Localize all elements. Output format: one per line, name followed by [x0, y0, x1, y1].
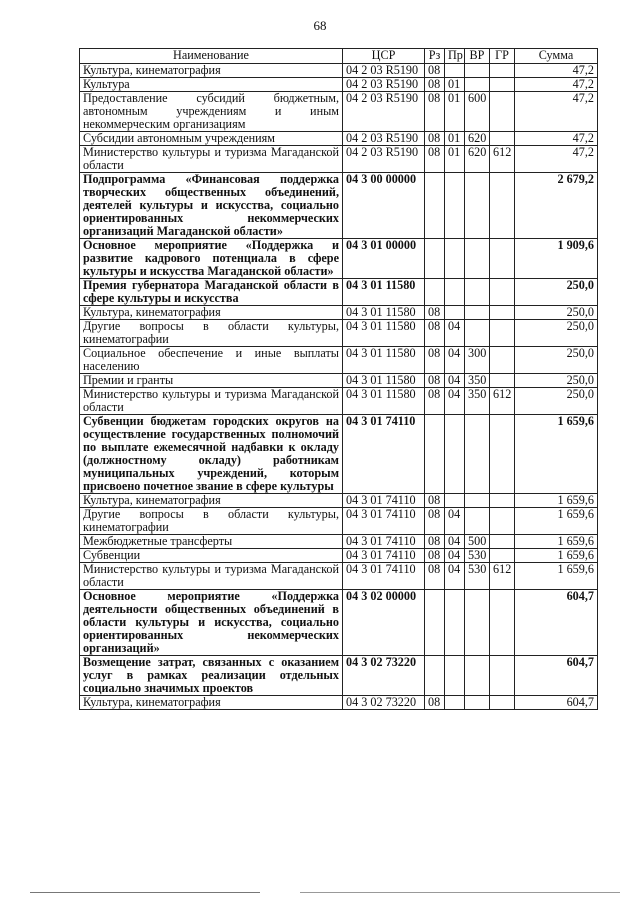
cell-gr: [490, 374, 515, 388]
cell-rz: 08: [425, 306, 445, 320]
table-row: [80, 173, 598, 239]
cell-rz: 08: [425, 388, 445, 415]
cell-gr: [490, 92, 515, 132]
cell-name: Субсидии автономным учреждениям: [80, 132, 343, 146]
cell-pr: 04: [445, 374, 465, 388]
cell-sum: 250,0: [515, 374, 598, 388]
cell-rz: 08: [425, 92, 445, 132]
cell-gr: [490, 535, 515, 549]
cell-rz: 08: [425, 549, 445, 563]
cell-vr: 300: [465, 347, 490, 374]
cell-sum: 1 909,6: [515, 239, 598, 279]
cell-sum: 47,2: [515, 92, 598, 132]
cell-rz: 08: [425, 696, 445, 710]
table-row: [80, 279, 598, 306]
table-row: [80, 535, 598, 549]
cell-sum: 1 659,6: [515, 549, 598, 563]
cell-name: Министерство культуры и туризма Магаданской области: [80, 146, 343, 173]
cell-gr: [490, 347, 515, 374]
header-vr: ВР: [465, 49, 490, 64]
cell-name: Культура, кинематография: [80, 306, 343, 320]
cell-gr: [490, 415, 515, 494]
cell-pr: [445, 696, 465, 710]
cell-pr: [445, 173, 465, 239]
cell-rz: 08: [425, 146, 445, 173]
cell-vr: 530: [465, 549, 490, 563]
cell-vr: [465, 78, 490, 92]
cell-name: Премия губернатора Магаданской области в сфере культуры и искусства: [80, 279, 343, 306]
table-row: [80, 239, 598, 279]
cell-rz: [425, 173, 445, 239]
cell-vr: [465, 306, 490, 320]
cell-gr: [490, 64, 515, 78]
cell-gr: [490, 549, 515, 563]
header-pr: Пр: [445, 49, 465, 64]
table-row: [80, 306, 598, 320]
cell-csr: 04 2 03 R5190: [343, 146, 425, 173]
cell-vr: 620: [465, 146, 490, 173]
header-csr: ЦСР: [343, 49, 425, 64]
cell-vr: [465, 279, 490, 306]
cell-gr: [490, 696, 515, 710]
cell-rz: [425, 279, 445, 306]
footer-divider-right: [300, 892, 620, 893]
cell-sum: 250,0: [515, 279, 598, 306]
cell-sum: 2 679,2: [515, 173, 598, 239]
cell-rz: 08: [425, 494, 445, 508]
cell-pr: [445, 590, 465, 656]
cell-vr: [465, 494, 490, 508]
cell-sum: 1 659,6: [515, 563, 598, 590]
cell-rz: [425, 415, 445, 494]
header-gr: ГР: [490, 49, 515, 64]
cell-name: Культура, кинематография: [80, 494, 343, 508]
table-row: [80, 494, 598, 508]
cell-sum: 47,2: [515, 146, 598, 173]
cell-csr: 04 3 01 74110: [343, 415, 425, 494]
cell-vr: 530: [465, 563, 490, 590]
cell-gr: 612: [490, 563, 515, 590]
cell-vr: 620: [465, 132, 490, 146]
cell-vr: [465, 64, 490, 78]
table-row: [80, 563, 598, 590]
cell-csr: 04 2 03 R5190: [343, 132, 425, 146]
table-row: [80, 64, 598, 78]
cell-gr: [490, 590, 515, 656]
cell-rz: 08: [425, 78, 445, 92]
cell-rz: 08: [425, 64, 445, 78]
cell-csr: 04 3 01 74110: [343, 535, 425, 549]
cell-pr: 04: [445, 347, 465, 374]
cell-vr: [465, 656, 490, 696]
cell-vr: [465, 508, 490, 535]
cell-sum: 1 659,6: [515, 535, 598, 549]
cell-csr: 04 3 01 11580: [343, 320, 425, 347]
cell-name: Министерство культуры и туризма Магаданской области: [80, 388, 343, 415]
cell-sum: 47,2: [515, 132, 598, 146]
table-row: [80, 508, 598, 535]
cell-rz: 08: [425, 563, 445, 590]
table-row: [80, 374, 598, 388]
cell-sum: 1 659,6: [515, 508, 598, 535]
cell-name: Подпрограмма «Финансовая поддержка творческих общественных объединений, деятелей культуры и искусства, социально ориентированных некоммерческих организаций Магаданской области»: [80, 173, 343, 239]
table-row: [80, 347, 598, 374]
cell-name: Социальное обеспечение и иные выплаты населению: [80, 347, 343, 374]
cell-vr: [465, 173, 490, 239]
table-row: [80, 388, 598, 415]
cell-pr: 01: [445, 92, 465, 132]
cell-gr: [490, 132, 515, 146]
cell-pr: 04: [445, 320, 465, 347]
budget-table: [79, 48, 598, 710]
cell-csr: 04 3 00 00000: [343, 173, 425, 239]
cell-sum: 1 659,6: [515, 494, 598, 508]
cell-pr: [445, 279, 465, 306]
cell-rz: 08: [425, 535, 445, 549]
table-row: [80, 656, 598, 696]
cell-csr: 04 3 01 11580: [343, 306, 425, 320]
cell-rz: 08: [425, 508, 445, 535]
cell-gr: [490, 239, 515, 279]
cell-pr: 04: [445, 388, 465, 415]
cell-csr: 04 3 01 74110: [343, 549, 425, 563]
cell-csr: 04 3 02 73220: [343, 696, 425, 710]
cell-name: Другие вопросы в области культуры, кинематографии: [80, 320, 343, 347]
cell-csr: 04 3 01 00000: [343, 239, 425, 279]
cell-name: Субвенции: [80, 549, 343, 563]
cell-vr: [465, 239, 490, 279]
cell-name: Премии и гранты: [80, 374, 343, 388]
cell-csr: 04 3 01 74110: [343, 494, 425, 508]
cell-vr: [465, 320, 490, 347]
cell-pr: 04: [445, 563, 465, 590]
cell-sum: 47,2: [515, 64, 598, 78]
cell-gr: [490, 78, 515, 92]
cell-gr: [490, 508, 515, 535]
cell-name: Межбюджетные трансферты: [80, 535, 343, 549]
cell-gr: 612: [490, 388, 515, 415]
cell-vr: 500: [465, 535, 490, 549]
cell-name: Другие вопросы в области культуры, кинематографии: [80, 508, 343, 535]
cell-name: Культура, кинематография: [80, 696, 343, 710]
cell-sum: 604,7: [515, 696, 598, 710]
cell-rz: 08: [425, 347, 445, 374]
cell-sum: 604,7: [515, 590, 598, 656]
table-row: [80, 415, 598, 494]
cell-csr: 04 3 01 74110: [343, 563, 425, 590]
cell-sum: 250,0: [515, 306, 598, 320]
header-sum: Сумма: [515, 49, 598, 64]
cell-gr: [490, 320, 515, 347]
cell-pr: [445, 494, 465, 508]
cell-vr: 350: [465, 374, 490, 388]
header-rz: Рз: [425, 49, 445, 64]
table-row: [80, 78, 598, 92]
cell-name: Предоставление субсидий бюджетным, автономным учреждениям и иным некоммерческим организациям: [80, 92, 343, 132]
cell-sum: 47,2: [515, 78, 598, 92]
cell-vr: 600: [465, 92, 490, 132]
table-header-row: [80, 49, 598, 64]
cell-csr: 04 2 03 R5190: [343, 64, 425, 78]
cell-vr: 350: [465, 388, 490, 415]
table-row: [80, 132, 598, 146]
cell-gr: [490, 173, 515, 239]
header-name: Наименование: [80, 49, 343, 64]
cell-rz: [425, 239, 445, 279]
cell-rz: 08: [425, 320, 445, 347]
cell-csr: 04 3 02 73220: [343, 656, 425, 696]
cell-pr: [445, 64, 465, 78]
cell-vr: [465, 415, 490, 494]
cell-pr: 01: [445, 132, 465, 146]
cell-name: Возмещение затрат, связанных с оказанием услуг в рамках реализации отдельных социально значимых проектов: [80, 656, 343, 696]
cell-pr: 04: [445, 549, 465, 563]
cell-sum: 250,0: [515, 347, 598, 374]
cell-csr: 04 3 01 74110: [343, 508, 425, 535]
table-row: [80, 320, 598, 347]
cell-rz: 08: [425, 374, 445, 388]
cell-csr: 04 3 02 00000: [343, 590, 425, 656]
cell-sum: 604,7: [515, 656, 598, 696]
table-row: [80, 590, 598, 656]
table-body: [80, 64, 598, 710]
cell-name: Основное мероприятие «Поддержка деятельности общественных объединений в области культуры и искусства, социально ориентированных некоммерческих организаций»: [80, 590, 343, 656]
cell-vr: [465, 696, 490, 710]
cell-name: Основное мероприятие «Поддержка и развитие кадрового потенциала в сфере культуры и искусства Магаданской области»: [80, 239, 343, 279]
cell-pr: 04: [445, 535, 465, 549]
cell-sum: 1 659,6: [515, 415, 598, 494]
cell-pr: 01: [445, 78, 465, 92]
cell-vr: [465, 590, 490, 656]
cell-gr: 612: [490, 146, 515, 173]
cell-pr: [445, 239, 465, 279]
cell-gr: [490, 279, 515, 306]
cell-csr: 04 2 03 R5190: [343, 92, 425, 132]
cell-pr: [445, 306, 465, 320]
cell-pr: [445, 415, 465, 494]
cell-name: Культура: [80, 78, 343, 92]
cell-csr: 04 3 01 11580: [343, 347, 425, 374]
cell-csr: 04 2 03 R5190: [343, 78, 425, 92]
cell-pr: [445, 656, 465, 696]
cell-gr: [490, 656, 515, 696]
table-row: [80, 92, 598, 132]
cell-csr: 04 3 01 11580: [343, 388, 425, 415]
table-row: [80, 146, 598, 173]
cell-gr: [490, 494, 515, 508]
cell-pr: 04: [445, 508, 465, 535]
cell-csr: 04 3 01 11580: [343, 374, 425, 388]
cell-name: Министерство культуры и туризма Магаданской области: [80, 563, 343, 590]
cell-gr: [490, 306, 515, 320]
cell-sum: 250,0: [515, 388, 598, 415]
cell-rz: [425, 656, 445, 696]
cell-rz: [425, 590, 445, 656]
cell-pr: 01: [445, 146, 465, 173]
footer-divider: [30, 892, 260, 893]
table-row: [80, 696, 598, 710]
cell-name: Культура, кинематография: [80, 64, 343, 78]
cell-rz: 08: [425, 132, 445, 146]
table-row: [80, 549, 598, 563]
cell-sum: 250,0: [515, 320, 598, 347]
cell-csr: 04 3 01 11580: [343, 279, 425, 306]
page-number: 68: [313, 18, 327, 33]
cell-name: Субвенции бюджетам городских округов на осуществление государственных полномочий по выплате ежемесячной надбавки к окладу (должностному окладу) работникам муниципальных учреждений, которым присвоено почетное звание в сфере культуры: [80, 415, 343, 494]
